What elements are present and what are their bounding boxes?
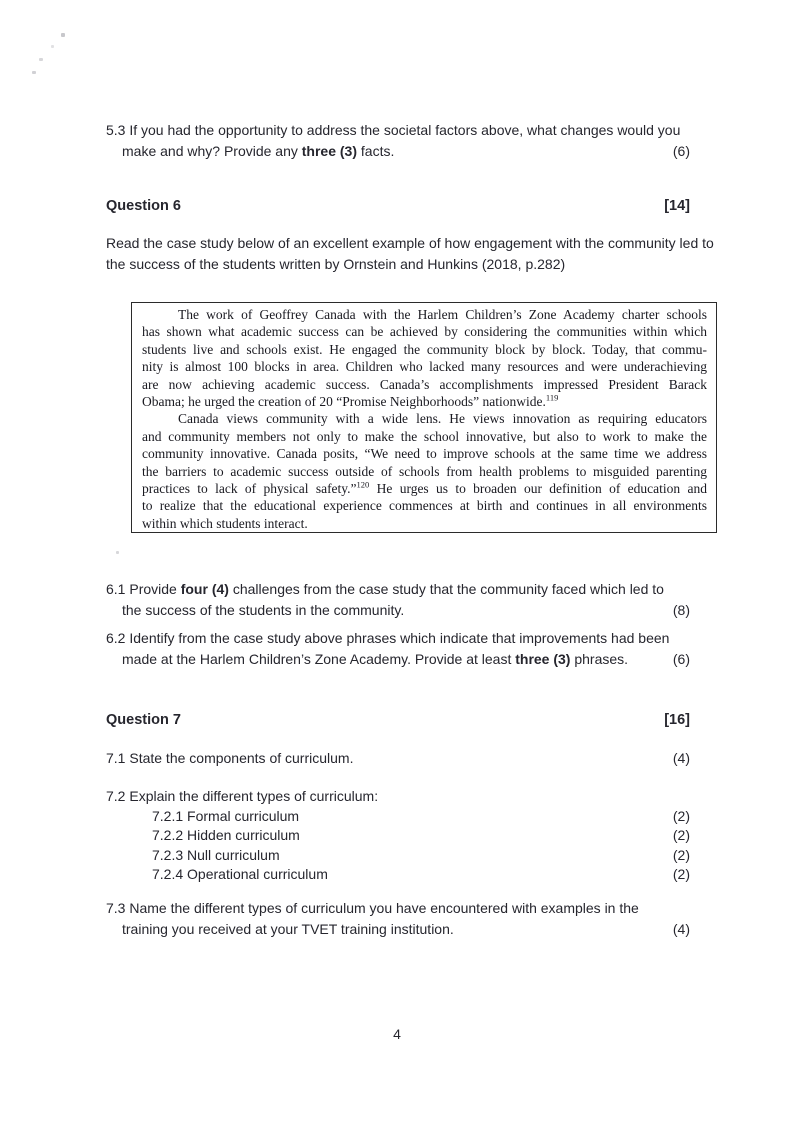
marks-7-1: (4) (672, 750, 690, 766)
question-5-3 (106, 120, 690, 162)
case-study-line: are now achieving academic success. Canada’s accomplishments impressed President Barack (142, 376, 707, 392)
sub-question-7-2-3: 7.2.3 Null curriculum (2) (106, 846, 690, 865)
footnote-marker: 119 (545, 392, 559, 403)
question-6-intro: Read the case study below of an excellent example of how engagement with the community led to the success of the students written by Ornstein and Hunkins (2018, p.282) (106, 235, 714, 272)
scan-artifact (61, 33, 65, 37)
question-6-title: Question 6 (106, 198, 181, 214)
question-5-3-line2: make and why? Provide any three (3) facts. (122, 143, 395, 159)
marks-5-3: (6) (672, 143, 690, 159)
question-7-3-line2: training you received at your TVET training institution. (122, 921, 454, 937)
case-study-box (131, 302, 717, 533)
case-study-line: has shown what academic success can be achieved by considering the communities within which (142, 324, 707, 340)
scan-artifact (32, 71, 36, 74)
sub-question-7-2-2: 7.2.2 Hidden curriculum (2) (106, 826, 690, 845)
footnote-marker: 120 (356, 479, 370, 490)
question-6-1-line1: 6.1 Provide four (4) challenges from the case study that the community faced which led to (106, 581, 664, 597)
case-study-line: practices to lack of physical safety.”$^{120}$ He urges us to broaden our definition of education and (142, 479, 707, 497)
marks-6-1: (8) (672, 602, 690, 618)
case-study-line: within which students interact. (142, 515, 308, 531)
sub-question-7-2-1: 7.2.1 Formal curriculum (2) (106, 807, 690, 826)
marks-7-2-1: (2) (672, 808, 690, 824)
question-7-1: 7.1 State the components of curriculum. (4) (106, 748, 690, 769)
question-6-1-line2: the success of the students in the community. (122, 602, 405, 618)
question-6-2-line2: made at the Harlem Children’s Zone Academy. Provide at least three (3) phrases. (122, 651, 629, 667)
question-6-2 (106, 628, 690, 670)
scan-artifact (116, 551, 119, 554)
case-study-line: the barriers to academic success outside of schools from health problems to misguided parenting (142, 463, 707, 479)
scan-artifact (39, 58, 43, 61)
question-5-3-line1: 5.3 If you had the opportunity to address the societal factors above, what changes would you (106, 122, 681, 138)
case-study-line: to realize that the educational experience commences at birth and continues in all environments (142, 498, 707, 514)
question-7-heading (106, 710, 690, 731)
question-6-total-marks: [14] (664, 198, 690, 214)
case-study-line: nity is almost 100 blocks in area. Children who lacked many resources and were underachieving (142, 359, 707, 375)
question-7-title: Question 7 (106, 712, 181, 728)
marks-7-3: (4) (672, 921, 690, 937)
question-6-2-line1: 6.2 Identify from the case study above phrases which indicate that improvements had been (106, 630, 670, 646)
case-study-line: The work of Geoffrey Canada with the Harlem Children’s Zone Academy charter schools (178, 307, 707, 322)
marks-7-2-2: (2) (672, 827, 690, 844)
question-7-3 (106, 898, 690, 940)
sub-question-7-2-4: 7.2.4 Operational curriculum (2) (106, 865, 690, 884)
question-7-2-intro: 7.2 Explain the different types of curriculum: (106, 788, 379, 804)
question-7-2-items (106, 807, 690, 884)
page-number: 4 (393, 1026, 401, 1042)
marks-7-2-3: (2) (672, 846, 690, 863)
question-7-2 (106, 786, 690, 884)
question-7-total-marks: [16] (664, 712, 690, 728)
question-6-1 (106, 579, 690, 621)
case-study-line: students live and schools exist. He engaged the community block by block. Today, that commu- (142, 341, 707, 357)
marks-7-2-4: (2) (672, 865, 690, 882)
question-7-3-line1: 7.3 Name the different types of curriculum you have encountered with examples in the (106, 900, 639, 916)
question-6-heading (106, 196, 690, 217)
marks-6-2: (6) (672, 651, 690, 667)
case-study-line: and community members not only to make the school innovative, but also to work to make the (142, 428, 707, 444)
case-study-line: Obama; he urged the creation of 20 “Promise Neighborhoods” nationwide.$^{119}$ (142, 392, 559, 410)
case-study-line: community innovative. Canada posits, “We need to improve schools at the same time we address (142, 446, 707, 462)
case-study-line: Canada views community with a wide lens. He views innovation as requiring educators (178, 411, 707, 427)
scan-artifact (51, 45, 54, 48)
